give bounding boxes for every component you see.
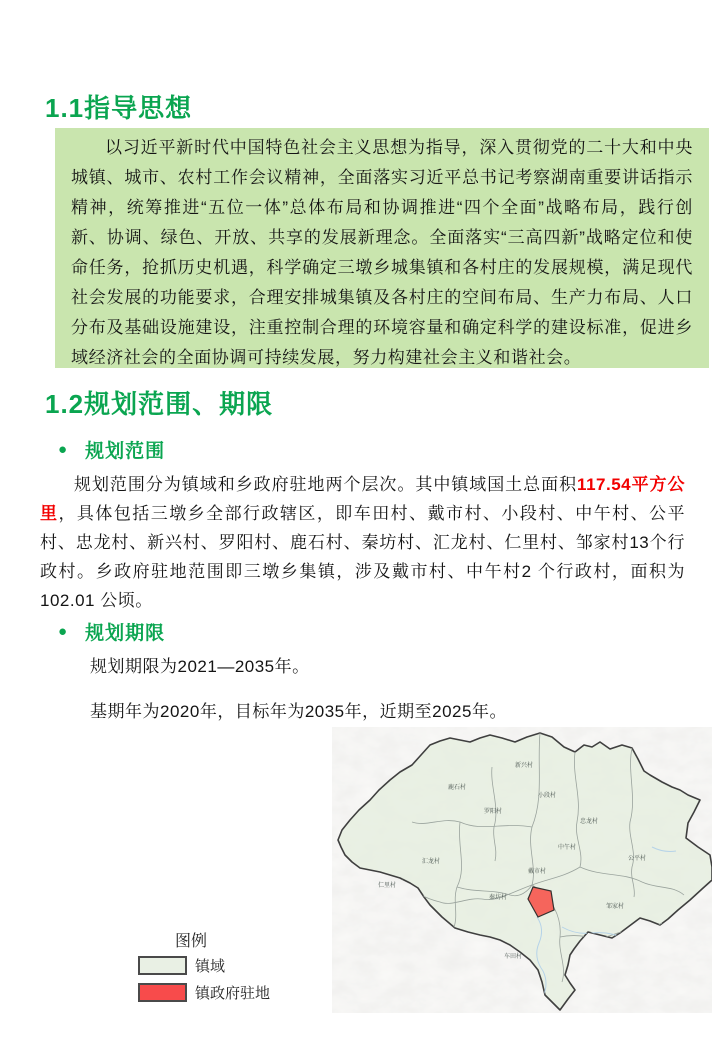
village-label: 公平村 [628,856,647,862]
guiding-ideology-box [55,128,709,368]
scope-text-before: 规划范围分为镇域和乡政府驻地两个层次。其中镇域国土总面积 [74,475,578,494]
period-heading: 规划期限 [85,623,166,644]
village-label: 中午村 [558,845,577,851]
township-map-svg [332,727,712,1013]
village-label: 秦坊村 [489,895,508,901]
village-label: 仁里村 [378,883,397,889]
government-seat-swatch-icon [138,983,187,1002]
township-map [332,727,712,1013]
village-label: 车田村 [504,954,523,960]
village-label: 罗阳村 [484,809,503,815]
period-line-1: 规划期限为2021—2035年。 [90,657,310,676]
scope-paragraph [40,470,685,615]
guiding-ideology-text: 以习近平新时代中国特色社会主义思想为指导，深入贯彻党的二十大和中央城镇、城市、农村工作会议精神，全面落实习近平总书记考察湖南重要讲话指示精神，统筹推进“五位一体”总体布局和协调推进“四个全面”战略布局，践行创新、协调、绿色、开放、共享的发展新理念。全面落实“三高四新”战略定位和使命任务，抢抓历史机遇，科学确定三墩乡城集镇和各村庄的发展规模，满足现代社会发展的功能要求，合理安排城集镇及各村庄的空间布局、生产力布局、人口分布及基础设施建设，注重控制合理的环境容量和确定科学的建设标准，促进乡域经济社会的全面协调可持续发展，努力构建社会主义和谐社会。 [71,138,693,367]
period-heading-row [58,618,165,645]
period-line-2: 基期年为2020年，目标年为2035年，近期至2025年。 [90,702,507,721]
bullet-icon: ● [58,623,68,640]
village-label: 汇龙村 [422,859,441,865]
scope-text-after: ，具体包括三墩乡全部行政辖区，即车田村、戴市村、小段村、中午村、公平村、忠龙村、新兴村、罗阳村、鹿石村、秦坊村、汇龙村、仁里村、邹家村13个行政村。乡政府驻地范围即三墩乡集镇，涉及戴市村、中午村2 个行政村，面积为102.01 公顷。 [40,504,686,610]
village-label: 忠龙村 [580,819,599,825]
section-1-1-title: 1.1指导思想 [45,93,193,123]
village-label: 戴市村 [528,869,547,875]
village-label: 邹家村 [606,904,625,910]
village-label: 鹿石村 [448,785,467,791]
scope-heading: 规划范围 [85,441,166,462]
area-highlight: 117.54平方公里 [40,475,686,523]
village-label: 新兴村 [515,763,534,769]
legend-item-government-seat [138,982,270,1003]
scope-heading-row [58,436,165,463]
legend-item-label: 镇政府驻地 [195,985,271,1002]
section-1-2-title: 1.2规划范围、期限 [45,389,274,419]
legend-title: 图例 [174,933,207,950]
legend-item-town-area [138,955,225,976]
legend-item-label: 镇域 [195,958,226,975]
town-area-swatch-icon [138,956,187,975]
bullet-icon: ● [58,441,68,458]
village-label: 小段村 [538,793,557,799]
